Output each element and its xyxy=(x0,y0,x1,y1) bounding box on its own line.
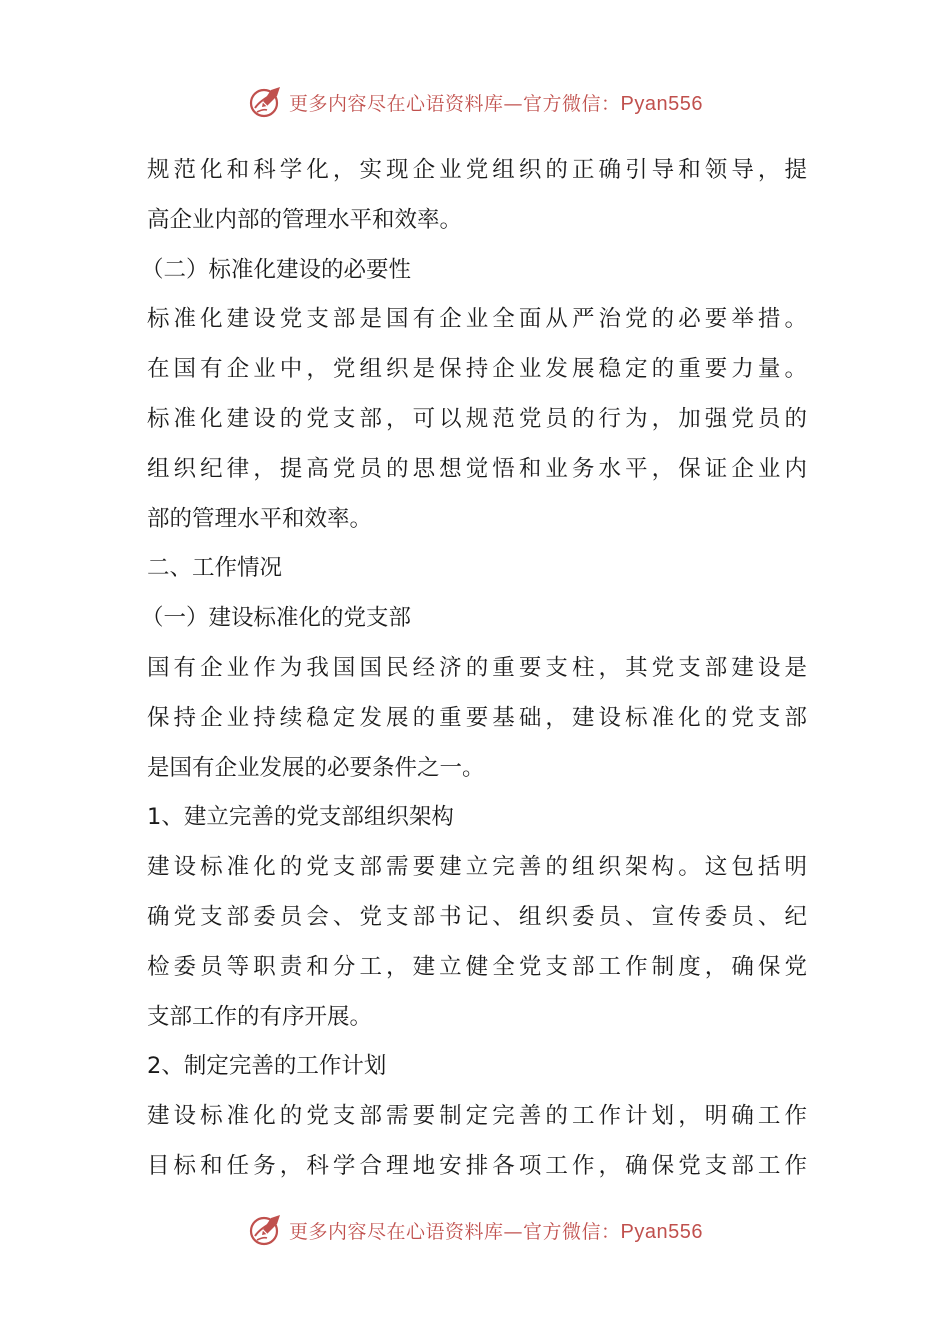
header-banner-text: 更多内容尽在心语资料库—官方微信：Pyan556 xyxy=(289,92,703,115)
text-line: 建设标准化的党支部需要制定完善的工作计划，明确工作 xyxy=(147,1103,807,1130)
text-line: 在国有企业中，党组织是保持企业发展稳定的重要力量。 xyxy=(147,356,807,383)
footer-banner xyxy=(0,1210,950,1250)
text-line: 规范化和科学化，实现企业党组织的正确引导和领导，提 xyxy=(147,157,807,183)
section-heading: （二）标准化建设的必要性 xyxy=(141,256,412,283)
text-line: 部的管理水平和效率。 xyxy=(147,505,373,532)
text-line: 标准化建设党支部是国有企业全面从严治党的必要举措。 xyxy=(147,306,807,333)
header-banner-inner xyxy=(247,84,703,120)
text-line: 标准化建设的党支部，可以规范党员的行为，加强党员的 xyxy=(147,405,807,432)
text-line: 高企业内部的管理水平和效率。 xyxy=(147,206,463,233)
text-line: 检委员等职责和分工，建立健全党支部工作制度，确保党 xyxy=(147,953,807,980)
header-banner xyxy=(0,82,950,122)
document-body xyxy=(141,146,807,1192)
subsection-heading: 1、建立完善的党支部组织架构 xyxy=(147,804,454,831)
subsection-heading: 2、制定完善的工作计划 xyxy=(147,1053,387,1080)
pen-logo-icon xyxy=(247,1212,283,1248)
header-wechat-id: Pyan556 xyxy=(620,92,703,115)
section-heading: （一）建设标准化的党支部 xyxy=(141,605,412,632)
text-line: 目标和任务，科学合理地安排各项工作，确保党支部工作 xyxy=(147,1152,807,1179)
text-line: 国有企业作为我国国民经济的重要支柱，其党支部建设是 xyxy=(147,654,807,681)
text-line: 确党支部委员会、党支部书记、组织委员、宣传委员、纪 xyxy=(147,903,807,930)
text-line: 保持企业持续稳定发展的重要基础，建设标准化的党支部 xyxy=(147,704,807,731)
text-line: 组织纪律，提高党员的思想觉悟和业务水平，保证企业内 xyxy=(147,455,807,482)
text-line: 是国有企业发展的必要条件之一。 xyxy=(147,754,485,781)
footer-wechat-id: Pyan556 xyxy=(620,1220,703,1243)
text-line: 建设标准化的党支部需要建立完善的组织架构。这包括明 xyxy=(147,854,807,881)
text-line: 支部工作的有序开展。 xyxy=(147,1003,373,1030)
pen-logo-icon xyxy=(247,84,283,120)
chapter-heading: 二、工作情况 xyxy=(147,555,283,582)
footer-banner-text: 更多内容尽在心语资料库—官方微信：Pyan556 xyxy=(289,1220,703,1243)
footer-banner-inner xyxy=(247,1212,703,1248)
